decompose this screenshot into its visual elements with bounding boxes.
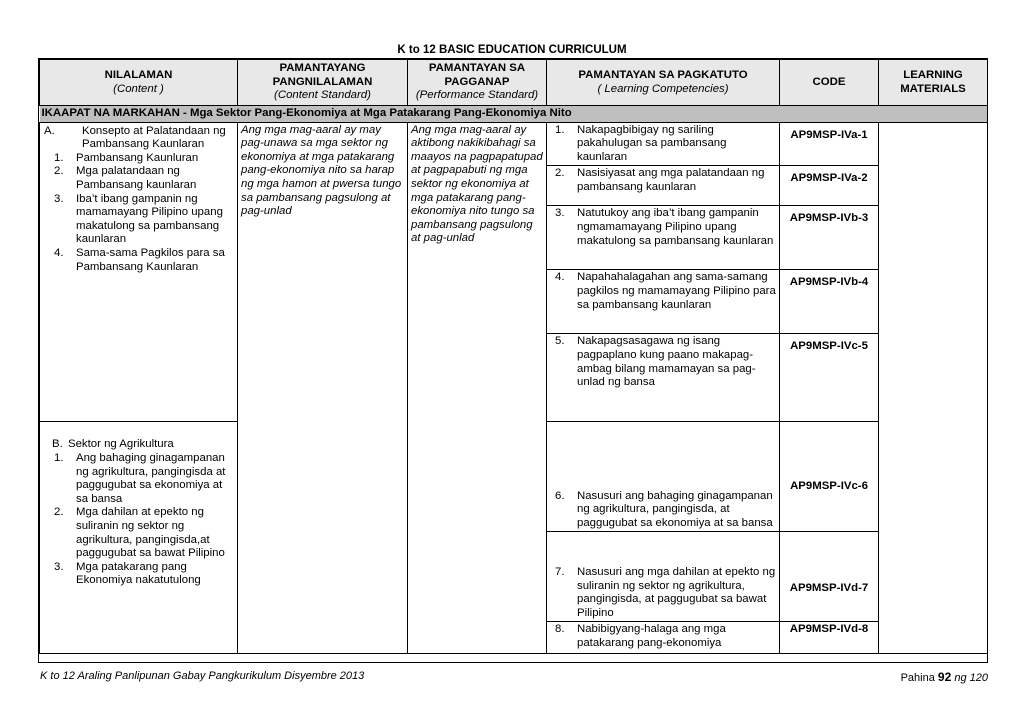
competency-code: AP9MSP-IVd-7 bbox=[780, 532, 879, 622]
quarter-row bbox=[40, 106, 988, 123]
header-code: CODE bbox=[780, 60, 879, 106]
list-item: 3. Iba’t ibang gampanin ng mamamayang Pilipino upang makatulong sa pambansang kaunlaran bbox=[54, 192, 223, 246]
content-standard-text: Ang mga mag-aaral ay may pag-unawa sa mga sektor ng ekonomiya at mga patakarang pang-ekonomiya nito sa harap ng mga hamon at pwersa tungo sa pambansang pagsulong at pag-unlad bbox=[238, 122, 408, 654]
competency-code: AP9MSP-IVa-1 bbox=[780, 122, 879, 166]
header-learning-competencies: PAMANTAYAN SA PAGKATUTO ( Learning Competencies) bbox=[547, 60, 780, 106]
header-row bbox=[40, 60, 988, 106]
content-section-a: A. Konsepto at Palatandaan ng Pambansang Kaunlaran 1. Pambansang Kaunluran 2. Mga palatandaan ng Pambansang kaunlaran 3. Iba’t ibang gampanin ng mamamayang Pilipino upang makatulong sa pambansang kaunlaran 4. Sama-sama Pagkilos para sa Pambansang Kaunlaran bbox=[40, 122, 238, 422]
competency-item: 4. Napahahalagahan ang sama-samang pagkilos ng mamamayang Pilipino para sa pambansang kaunlaran bbox=[547, 270, 780, 334]
content-section-b: B. Sektor ng Agrikultura 1. Ang bahaging ginagampanan ng agrikultura, pangingisda at paggugubat sa ekonomiya at sa bansa 2. Mga dahilan at epekto ng suliranin ng sektor ng agrikultura, pangingisda,at paggugubat sa bawat Pilipino 3. Mga patakarang pang Ekonomiya nakatutulong bbox=[40, 422, 238, 654]
footer-page-number: Pahina 92 ng 120 bbox=[900, 670, 988, 684]
list-item: 1. Pambansang Kaunluran bbox=[54, 151, 199, 164]
competency-code: AP9MSP-IVc-5 bbox=[780, 334, 879, 422]
document-title: K to 12 BASIC EDUCATION CURRICULUM bbox=[397, 44, 627, 56]
competency-item: 2. Nasisiyasat ang mga palatandaan ng pambansang kaunlaran bbox=[547, 166, 780, 206]
competency-code: AP9MSP-IVa-2 bbox=[780, 166, 879, 206]
list-item: 2. Mga dahilan at epekto ng suliranin ng sektor ng agrikultura, pangingisda,at paggugubat sa bawat Pilipino bbox=[54, 506, 225, 560]
performance-standard-text: Ang mga mag-aaral ay aktibong nakikibahagi sa maayos na pagpapatupad at pagpapabuti ng mga sektor ng ekonomiya at mga patakarang pang-ekonomiya nito tungo sa pambansang pagsulong at pag-unlad bbox=[408, 122, 547, 654]
quarter-label: IKAAPAT NA MARKAHAN - Mga Sektor Pang-Ekonomiya at Mga Patakarang Pang-Ekonomiya Nito bbox=[40, 106, 988, 123]
header-learning-materials: LEARNING MATERIALS bbox=[879, 60, 988, 106]
list-item: 4. Sama-sama Pagkilos para sa Pambansang Kaunlaran bbox=[54, 246, 225, 273]
competency-code: AP9MSP-IVd-8 bbox=[780, 622, 879, 654]
footer-document-name: K to 12 Araling Panlipunan Gabay Pangkurikulum Disyembre 2013 bbox=[40, 670, 365, 682]
competency-item: 8. Nabibigyang-halaga ang mga patakarang pang-ekonomiya bbox=[547, 622, 780, 654]
competency-item: 5. Nakapagsasagawa ng isang pagpaplano kung paano makapag-ambag bilang mamamayan sa pag-unlad ng bansa bbox=[547, 334, 780, 422]
table-row bbox=[40, 122, 988, 166]
list-item: 3. Mga patakarang pang Ekonomiya nakatutulong bbox=[54, 560, 201, 587]
competency-item: 6. Nasusuri ang bahaging ginagampanan ng agrikultura, pangingisda, at paggugubat sa ekonomiya at sa bansa bbox=[547, 422, 780, 532]
competency-item: 7. Nasusuri ang mga dahilan at epekto ng suliranin ng sektor ng agrikultura, pangingisda, at paggugubat sa bawat Pilipino bbox=[547, 532, 780, 622]
competency-code: AP9MSP-IVb-4 bbox=[780, 270, 879, 334]
header-performance-standard: PAMANTAYAN SA PAGGANAP (Performance Standard) bbox=[408, 60, 547, 106]
learning-materials-cell bbox=[879, 122, 988, 654]
curriculum-table-frame bbox=[38, 58, 988, 663]
competency-code: AP9MSP-IVc-6 bbox=[780, 422, 879, 532]
competency-item: 3. Natutukoy ang iba’t ibang gampanin ngmamamayang Pilipino upang makatulong sa pambansang kaunlaran bbox=[547, 206, 780, 270]
curriculum-table bbox=[39, 59, 988, 654]
competency-code: AP9MSP-IVb-3 bbox=[780, 206, 879, 270]
header-content-standard: PAMANTAYANG PANGNILALAMAN (Content Standard) bbox=[238, 60, 408, 106]
list-item: 2. Mga palatandaan ng Pambansang kaunlaran bbox=[54, 165, 197, 191]
list-item: 1. Ang bahaging ginagampanan ng agrikultura, pangingisda at paggugubat sa ekonomiya at sa bansa bbox=[54, 451, 226, 505]
header-content: NILALAMAN (Content ) bbox=[40, 60, 238, 106]
competency-item: 1. Nakapagbibigay ng sariling pakahulugan sa pambansang kaunlaran bbox=[547, 122, 780, 166]
